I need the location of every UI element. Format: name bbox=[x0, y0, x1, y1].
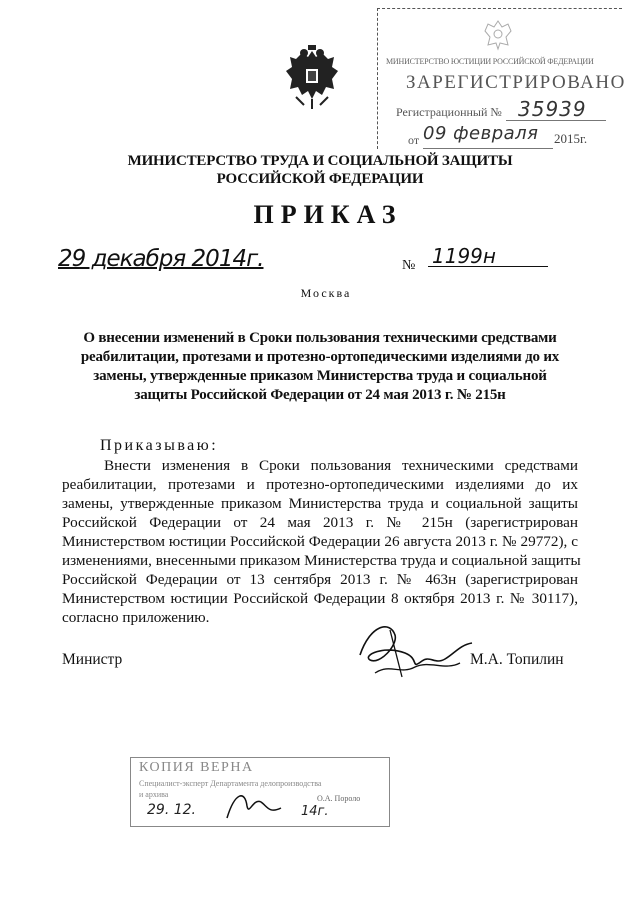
copy-stamp-signature bbox=[223, 788, 285, 824]
order-word: Приказываю: bbox=[100, 437, 219, 454]
body-text-line: Российской Федерации от 24 мая 2013 г. № 215н (зарегистрирован bbox=[62, 514, 578, 531]
copy-stamp-position-line-2: и архива bbox=[139, 790, 169, 799]
body-text-line: Министерством юстиции Российской Федерации 8 октября 2013 г. № 30117), bbox=[62, 590, 578, 607]
document-title-line: защиты Российской Федерации от 24 мая 2013 г. № 215н bbox=[134, 387, 506, 403]
ministry-name-line-2: РОССИЙСКОЙ ФЕДЕРАЦИИ bbox=[216, 171, 424, 187]
body-text-line: Внести изменения в Сроки пользования техническими средствами bbox=[104, 457, 578, 474]
document-type-heading: ПРИКАЗ bbox=[253, 200, 403, 229]
body-text-line: Российской Федерации от 13 сентября 2013 г. № 463н (зарегистрирован bbox=[62, 571, 578, 588]
body-text-line: реабилитации, протезами и протезно-ортопедическими изделиями до их bbox=[62, 476, 578, 493]
registration-number-underline bbox=[506, 120, 606, 121]
signer-position: Министр bbox=[62, 651, 123, 668]
coat-of-arms-emblem bbox=[282, 45, 342, 111]
handwritten-signature bbox=[350, 615, 475, 690]
stamp-ministry-line: МИНИСТЕРСТВО ЮСТИЦИИ РОССИЙСКОЙ ФЕДЕРАЦИИ bbox=[386, 57, 594, 66]
copy-stamp-year: 14г. bbox=[301, 804, 329, 819]
copy-certification-stamp bbox=[130, 757, 390, 827]
order-number-underline bbox=[428, 266, 548, 267]
body-text-line: изменениями, внесенными приказом Министерства труда и социальной защиты bbox=[62, 552, 581, 569]
document-title-line: реабилитации, протезами и протезно-ортопедическими изделиями до их bbox=[80, 349, 560, 365]
body-text-line: согласно приложению. bbox=[62, 609, 210, 626]
city-name: Москва bbox=[300, 286, 352, 300]
signer-name: М.А. Топилин bbox=[470, 651, 564, 668]
order-number-handwritten: 1199н bbox=[432, 244, 496, 268]
copy-stamp-title: КОПИЯ ВЕРНА bbox=[139, 760, 254, 775]
registration-date-value: 09 февраля bbox=[423, 123, 539, 144]
stamp-title: ЗАРЕГИСТРИРОВАНО bbox=[406, 72, 626, 93]
registration-date-prefix: от bbox=[408, 133, 420, 147]
stamp-emblem-icon bbox=[478, 17, 518, 53]
body-text-line: замены, утвержденные приказом Министерства труда и социальной защиты bbox=[62, 495, 578, 512]
registration-number-value: 35939 bbox=[518, 97, 587, 121]
registration-date-underline bbox=[423, 148, 553, 149]
ministry-name-line-1: МИНИСТЕРСТВО ТРУДА И СОЦИАЛЬНОЙ ЗАЩИТЫ bbox=[127, 153, 513, 169]
copy-stamp-position-line: Специалист-эксперт Департамента делопроизводства bbox=[139, 779, 322, 788]
document-title-line: О внесении изменений в Сроки пользования техническими средствами bbox=[83, 330, 557, 346]
copy-stamp-name: О.А. Пороло bbox=[317, 794, 361, 803]
registration-number-label: Регистрационный № bbox=[396, 105, 502, 119]
document-title-line: замены, утвержденные приказом Министерства труда и социальной bbox=[93, 368, 547, 384]
registration-stamp bbox=[377, 8, 626, 149]
copy-stamp-date: 29. 12. bbox=[147, 802, 196, 818]
order-number-sign: № bbox=[402, 258, 416, 273]
body-text-line: Министерством юстиции Российской Федерации 26 августа 2013 г. № 29772), с bbox=[62, 533, 578, 550]
registration-date-year: 2015г. bbox=[554, 131, 588, 146]
order-date-handwritten: 29 декабря 2014г. bbox=[58, 246, 264, 272]
